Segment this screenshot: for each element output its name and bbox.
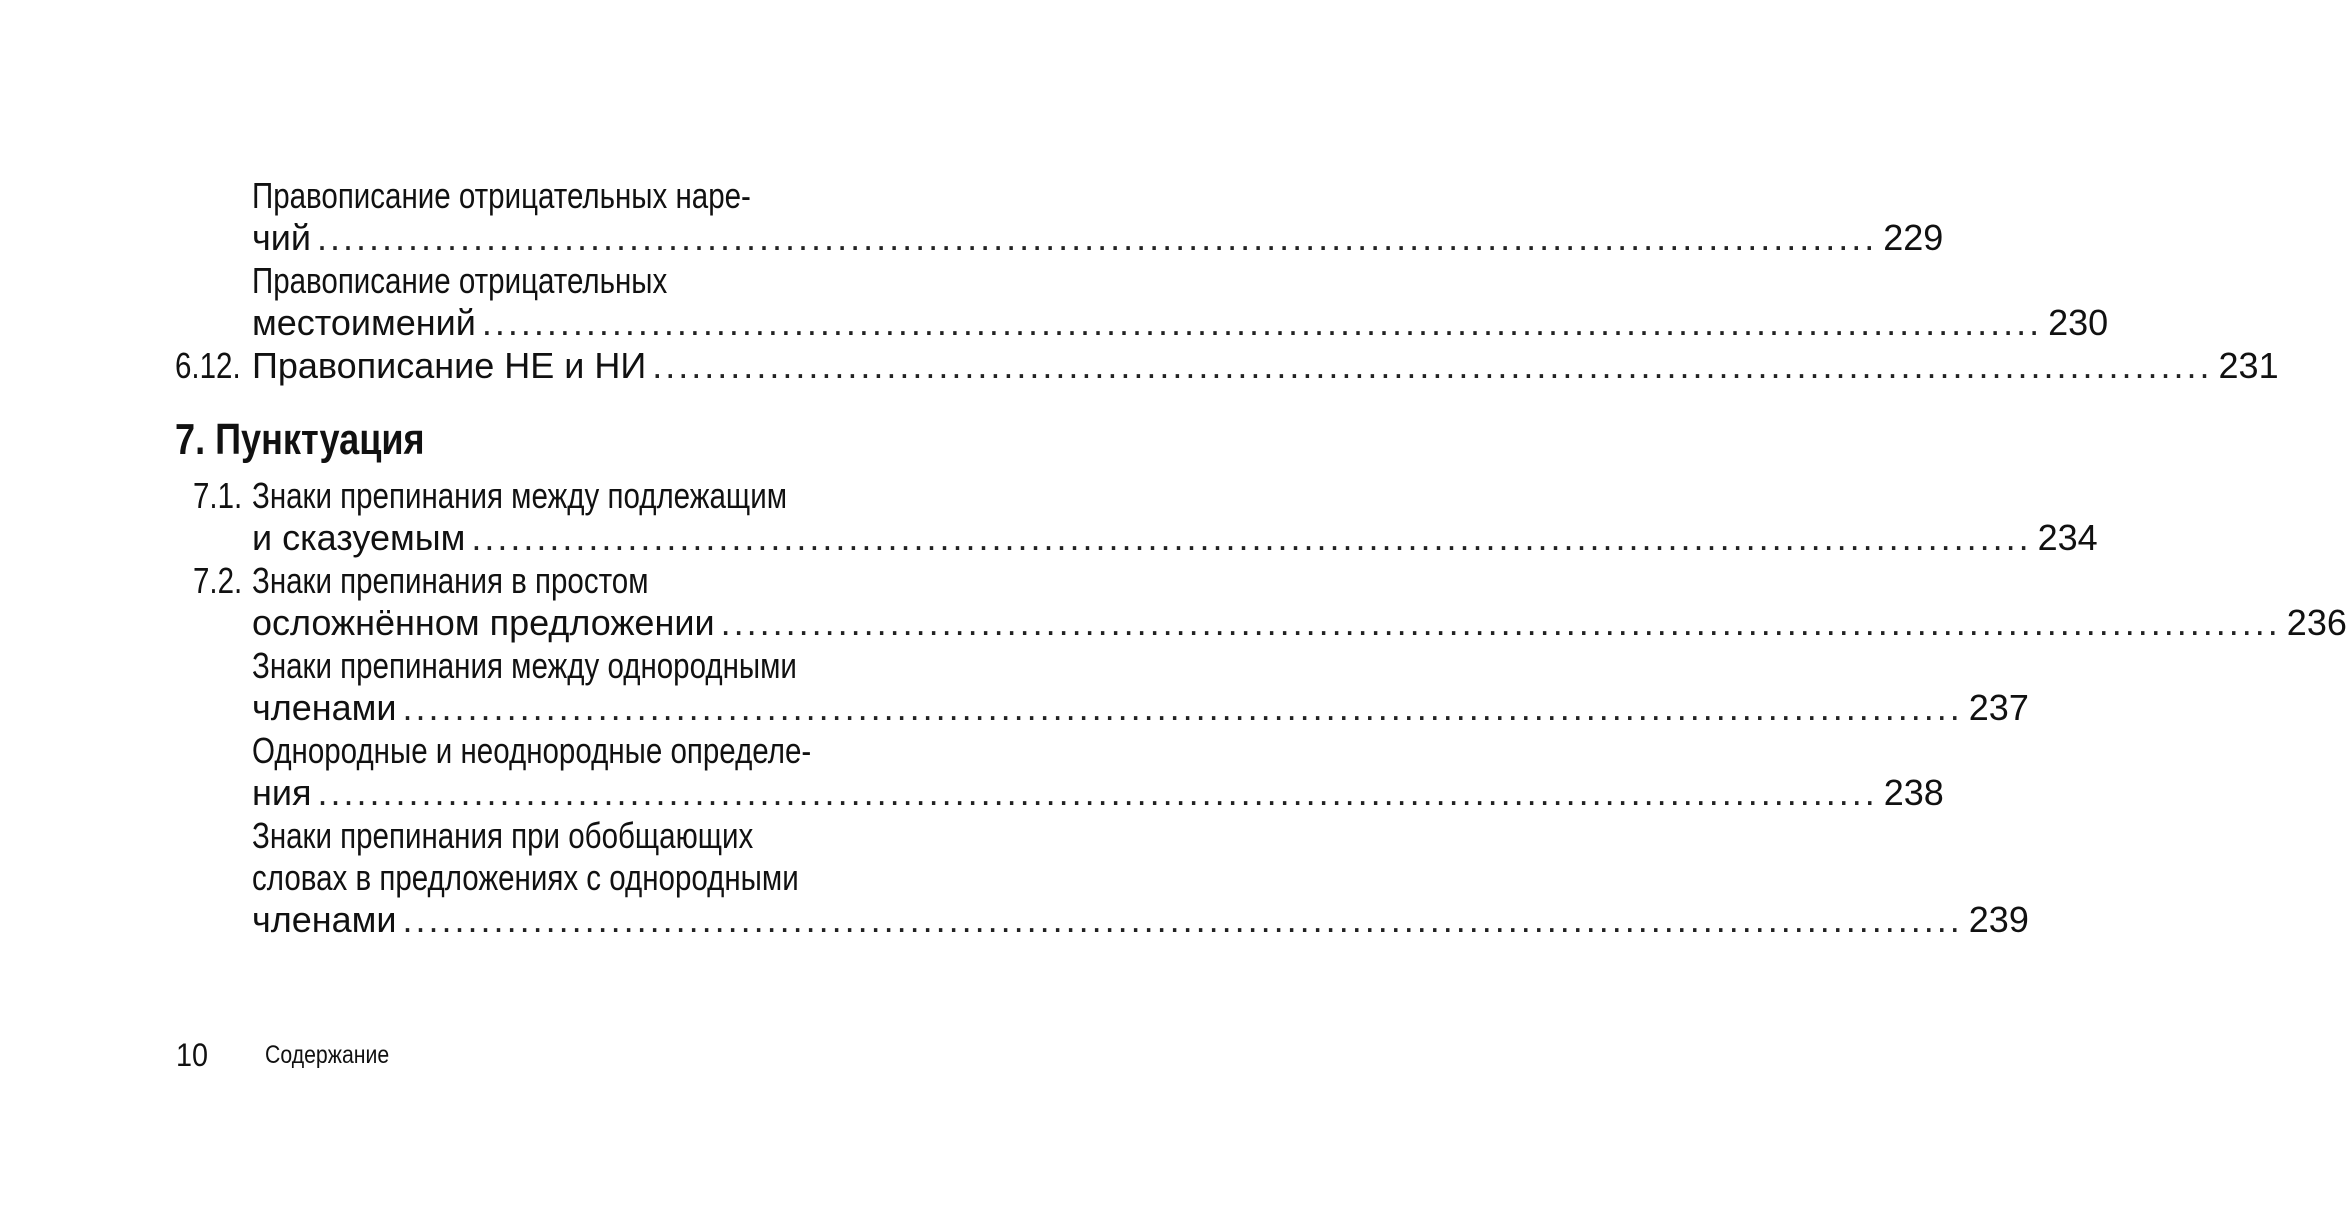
leader-dots: ........................................................................................................................ <box>317 772 1878 813</box>
toc-entry-title-end: членами <box>252 899 397 940</box>
toc-page-number: 230 <box>2048 302 2109 343</box>
toc-entry-title: Правописание отрицательных наре- <box>252 175 751 216</box>
toc-entry-title-continued: словах в предложениях с однородными <box>252 857 799 898</box>
toc-entry-title: Знаки препинания между однородными <box>252 645 797 686</box>
toc-entry-title: Однородные и неоднородные определе- <box>252 730 812 771</box>
toc-entry-title: Знаки препинания при обобщающих <box>252 815 754 856</box>
section-heading: 7. Пунктуация <box>175 415 425 464</box>
toc-page-number: 234 <box>2037 517 2098 558</box>
toc-entry-title-end: ния <box>252 772 312 813</box>
toc-entry-number: 7.2. <box>193 560 243 601</box>
toc-entry-title: Знаки препинания в простом <box>252 560 649 601</box>
toc-entry-title: Правописание НЕ и НИ <box>252 345 647 386</box>
toc-page-number: 229 <box>1883 217 1944 258</box>
leader-dots: ........................................................................................................................ <box>316 217 1878 258</box>
toc-page-number: 236 <box>2286 602 2347 643</box>
leader-dots: ........................................................................................................................ <box>402 687 1963 728</box>
toc-page-number: 239 <box>1968 899 2029 940</box>
toc-entry-title-end: осложнённом предложении <box>252 602 715 643</box>
leader-dots: ........................................................................................................................ <box>402 899 1963 940</box>
toc-page-number: 237 <box>1968 687 2029 728</box>
toc-entry-title-end: членами <box>252 687 397 728</box>
page-number: 10 <box>176 1037 209 1073</box>
toc-entry-title-end: чий <box>252 217 311 258</box>
toc-entry-number: 7.1. <box>193 475 243 516</box>
toc-entry-title: Знаки препинания между подлежащим <box>252 475 787 516</box>
toc-entry-title-end: и сказуемым <box>252 517 466 558</box>
leader-dots: ........................................................................................................................ <box>652 345 2213 386</box>
running-title: Содержание <box>265 1041 390 1069</box>
toc-entry-number: 6.12. <box>175 345 241 386</box>
leader-dots: ........................................................................................................................ <box>720 602 2281 643</box>
toc-page-number: 238 <box>1883 772 1944 813</box>
toc-entry-title-end: местоимений <box>252 302 476 343</box>
toc-entry-title: Правописание отрицательных <box>252 260 668 301</box>
toc-page-number: 231 <box>2218 345 2279 386</box>
leader-dots: ........................................................................................................................ <box>481 302 2043 343</box>
leader-dots: ........................................................................................................................ <box>471 517 2032 558</box>
